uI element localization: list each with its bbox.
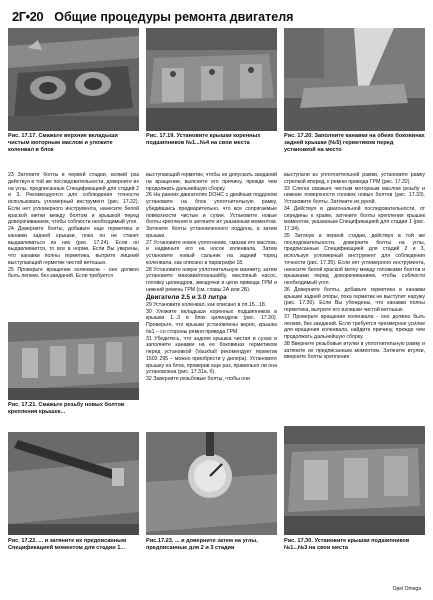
paragraph-34: 34 Действуя в диагональной последовательности, от середины к краям, затяните болты крепления крышек моментом, указанным Спецификацией для стадии 1 (рис. 17.34). [284,205,425,232]
caption-fig-17-20: Рис. 17.20. Заполните канавки на обеих боковинах задней крышки (№5) герметиком перед установкой на место [284,133,425,153]
footer-brand: Opel Omega [392,586,421,592]
photo-main-bearing-caps [146,28,277,131]
caption-fig-17-17: Рис. 17.17. Смажьте верхние вкладыши чистым моторным маслом и уложите коленвал в блок [8,133,118,153]
photo-sealant-rear-cap [284,28,425,131]
paragraph-38: 38 Вверните резьбовые втулки в уплотнительную рамку и затяните их предписанным моментом. Затяните втулки, вверните болты крепления [284,340,425,361]
paragraph-28: 28 Установите новую уплотнительную манжету, затем установите маховик/планшайбу, масляный насос, головку цилиндров, звездочки и цепи привода ГРМ и нижний ремень ГРМ (см. главы 2А или 2Б). [146,266,277,293]
caption-fig-17-22: Рис. 17.22. ... и затяните их предписанным Спецификацией моментом для стадии 1... [8,538,127,551]
paragraph-25-cont: выступающий герметик, чтобы не допускать заеданий на вращении, выясните его причину, прежде чем продолжать дальнейшую сборку. [146,172,277,192]
photo-bearing-caps-2-5 [284,426,425,535]
photo-angle-gauge [146,432,277,535]
text-column-3 [284,172,425,422]
photo-torque-wrench [8,432,139,535]
paragraph-35: 35 Затянув в первой стадии, действуя в той же последовательности, доверните болты на углы, предписанные Спецификацией для стадий 2 и 3, используя угломерный инструмент для соблюдения точности (рис. 17.35). Если нет угломерного инструмента, нанесите белой краской метку между головками болтов и крышками перед доворачиванием, чтобы соблюсти необходимый угол. [284,232,425,286]
paragraph-26: 26 На ранних двигателях DOHC с двойным поддоном установите на блок уплотнительную рамку, убедившись предварительно, что все сопрягаемые поверхности чистые и сухие. Установите новые болты крепления и затяните их указанным моментом. Затяните болты установленного поддона, а затем крышки. [146,192,277,239]
caption-fig-17-23: Рис.17.23. ... и доверните затем на углы, предписанные для 2 и 3 стадии [146,538,258,551]
paragraph-31: 31 Убедитесь, что задняя крышка чистая и сухая и заполните канавки на ее боковинах герметиком перед установкой (Vauxhall рекомендует герметик 1503 295 – можно приобрести у дилера). Установите крышку на блок, проверив еще раз, правильно ли она установлена (рис. 17.31а, б). [146,335,277,376]
paragraph-25: 25 Проверьте вращение коленвала - оно должно быть легким, без заеданий. Если требуется [8,266,139,280]
paragraph-37: 37 Проверьте вращение коленвала - оно должно быть легким, без заеданий. Если требуется чрезмерное усилие для вращения коленвала, найдите причину, прежде чем продолжать дальнейшую сборку. [284,313,425,340]
page-number: 2Г•20 [12,9,44,24]
paragraph-29: 29 Установите коленвал, как описано в пп.15...18. [146,301,267,308]
section-heading: Двигатели 2.5 и 3.0 литра [146,293,227,301]
caption-fig-17-21: Рис. 17.21. Смажьте резьбу новых болтов крепления крышек... [8,402,125,415]
photo-bolt-lubrication [8,322,139,400]
paragraph-23: 23 Затяните болты в первой стадии, всякий раз действуя в той же последовательности, доверните их на углы, предписанные Спецификацией для стадий 2 и 3. Рекомендуется для соблюдения точности использовать угломерный инструмент (рис. 17.22). Если нет угломерного инструмента, нанесите белой краской метки между болтом и крышкой перед доворачиванием, чтобы соблюсти необходимый угол. [8,172,139,226]
paragraph-24: 24 Доверните болты, добавьте еще герметика в канавки задней крышки, пока он не станет выдавливаться из них (рис. 17.24). Если он выдавливается, то все в норме. Если Вы уверены, что канавки полны герметика, вытрите лишний выступающий герметик чистой ветошью. [8,226,139,266]
paragraph-32: 32 Заверните резьбовые болты, чтобы они [146,376,250,383]
caption-fig-17-19: Рис. 17.19. Установите крышки коренных подшипников №1...№4 на свои места [146,133,261,146]
page-title: Общие процедуры ремонта двигателя [54,10,294,24]
caption-fig-17-30: Рис. 17.30. Установите крышки подшипников №1...№3 на свои места [284,538,410,551]
text-column-2 [146,172,277,390]
text-column-1 [8,172,139,320]
paragraph-33: 33 Слегка смажьте чистым моторным маслом резьбу и нижние поверхности головок новых болтов (рис. 17.33). Установите болты. Затяните их рукой. [284,185,425,205]
paragraph-32-cont: выступали из уплотнительной рамки, установите рамку стрелкой вперед, к ремню привода ГРМ (рис. 17.32). [284,172,425,185]
photo-engine-block-crankshaft [8,28,139,131]
paragraph-30: 30 Уложите вкладыши коренных подшипников в крышки 1...3 в блок цилиндров (рис. 17.30). Проверьте, что крышки установлены верно, крышка №1 – со стороны ремня привода ГРМ. [146,308,277,335]
page-header [12,6,421,22]
paragraph-27: 27 Установите новое уплотнение, смазав его маслом, и надвиньте его на носок коленвала. Затем установите новый сальник на задний торец коленвала, как описано в параграфе 18. [146,239,277,266]
paragraph-36: 36 Доверните болты, добавьте герметика в канавки крышки задней опоры, пока герметик не выступит наружу (рис. 17.36). Если Вы убеждены, что канавки полны герметика, вытрите его излишки чистой ветошью. [284,286,425,313]
